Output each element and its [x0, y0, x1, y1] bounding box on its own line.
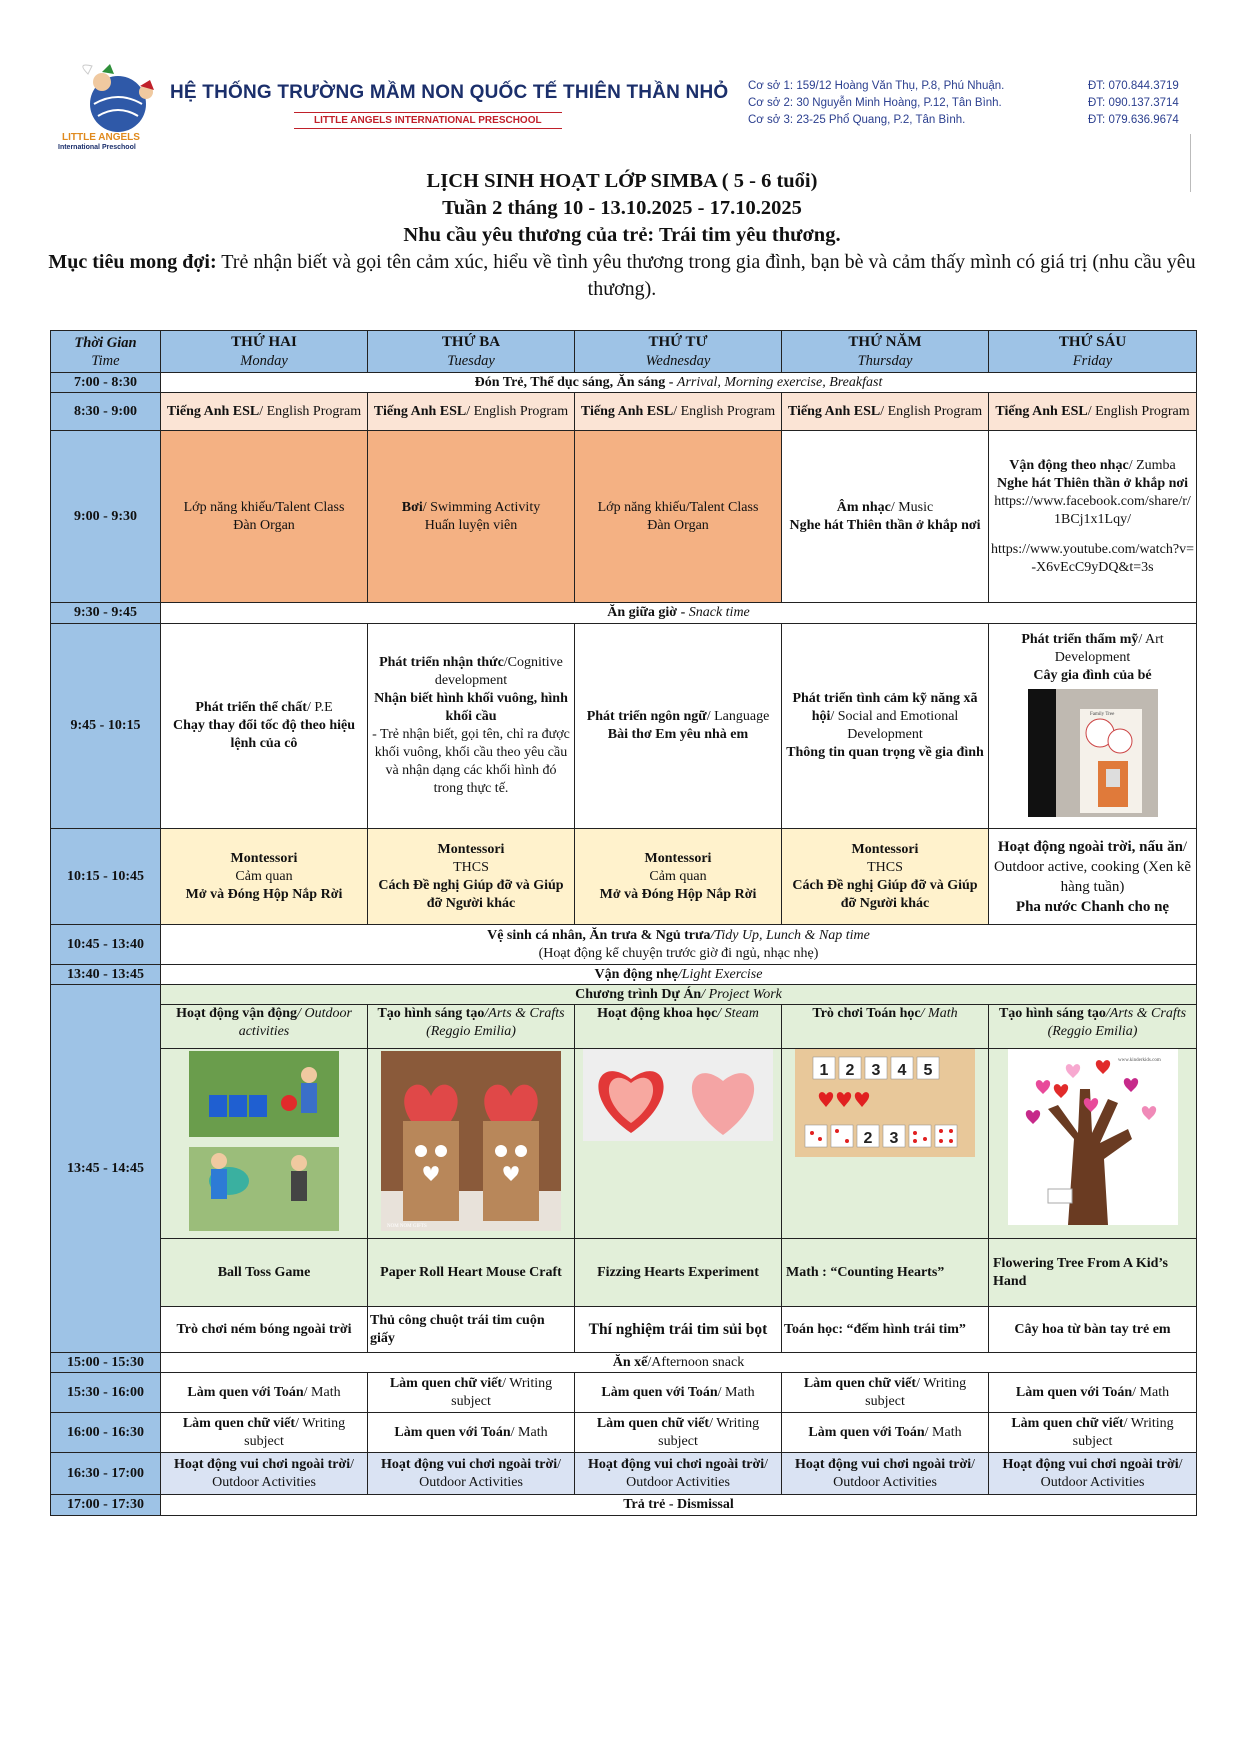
day-header-wed: THỨ TƯ Wednesday: [575, 331, 782, 373]
project-vi-wed: Thí nghiệm trái tim sủi bọt: [575, 1307, 782, 1353]
table-row: [51, 1353, 1197, 1373]
svg-text:Family Tree: Family Tree: [1089, 712, 1114, 717]
table-row: [51, 829, 1197, 925]
math-cell-fri: Làm quen với Toán/ Math: [989, 1373, 1197, 1413]
activity-cell: Vệ sinh cá nhân, Ăn trưa & Ngủ trưa/Tidy Up, Lunch & Nap time (Hoạt động kể chuyện trước giờ đi ngủ, nhạc nhẹ): [161, 925, 1197, 965]
talent-cell-mon: Lớp năng khiếu/Talent Class Đàn Organ: [161, 431, 368, 603]
table-row: [51, 603, 1197, 624]
svg-text:1: 1: [819, 1062, 829, 1079]
flower-tree-photo-cell: [989, 1049, 1197, 1239]
project-title-mon: Hoạt động vận động/ Outdoor activities: [161, 1005, 368, 1049]
project-title-tue: Tạo hình sáng tạo/Arts & Crafts (Reggio Emilia): [368, 1005, 575, 1049]
art-cell-fri: Phát triển thẩm mỹ/ Art Development Cây gia đình của bé Family Tree: [989, 624, 1197, 829]
school-name-en: LITTLE ANGELS INTERNATIONAL PRESCHOOL: [294, 112, 562, 129]
table-row: [51, 1453, 1197, 1495]
montessori-cell-thu: Montessori THCS Cách Đề nghị Giúp đỡ và Giúp đỡ Người khác: [782, 829, 989, 925]
project-title-thu: Trò chơi Toán học/ Math: [782, 1005, 989, 1049]
time-cell: 9:00 - 9:30: [51, 431, 161, 603]
page-title: LỊCH SINH HOẠT LỚP SIMBA ( 5 - 6 tuổi): [426, 170, 818, 192]
writing-cell-wed: Làm quen chữ viết/ Writing subject: [575, 1413, 782, 1453]
campus-list: [748, 78, 1179, 129]
cognitive-cell-tue: Phát triển nhận thức/Cognitive development Nhận biết hình khối vuông, hình khối cầu - Trẻ nhận biết, gọi tên, chỉ ra được khối vuông, khối cầu theo yêu cầu và nhận dạng các khối hình đó trong thực tế.: [368, 624, 575, 829]
flower-tree-photo: [1008, 1049, 1178, 1225]
math-cell-mon: Làm quen với Toán/ Math: [161, 1373, 368, 1413]
fizzing-hearts-photo: [583, 1049, 773, 1141]
activity-cell: Đón Trẻ, Thể dục sáng, Ăn sáng - Arrival, Morning exercise, Breakfast: [161, 373, 1197, 393]
week-range: Tuần 2 tháng 10 - 13.10.2025 - 17.10.2025: [442, 197, 802, 219]
writing-cell-fri: Làm quen chữ viết/ Writing subject: [989, 1413, 1197, 1453]
schedule-table: [50, 330, 1197, 1516]
zumba-cell-fri: Vận động theo nhạc/ Zumba Nghe hát Thiên thần ở khắp nơi https://www.facebook.com/share/r/1BCj1x1Lqy/ https://www.youtube.com/watch?v=-X6vEcC9yDQ&t=3s: [989, 431, 1197, 603]
writing-cell-tue: Làm quen chữ viết/ Writing subject: [368, 1373, 575, 1413]
activity-cell: Ăn giữa giờ - Snack time: [161, 603, 1197, 624]
table-row: [51, 985, 1197, 1005]
table-row: [51, 965, 1197, 985]
math-cell-wed: Làm quen với Toán/ Math: [575, 1373, 782, 1413]
fizzing-hearts-photo-cell: [575, 1049, 782, 1239]
outdoor-cell-tue: Hoạt động vui chơi ngoài trời/ Outdoor Activities: [368, 1453, 575, 1495]
svg-text:5: 5: [923, 1062, 933, 1079]
table-row: [51, 431, 1197, 603]
table-row: [51, 925, 1197, 965]
svg-text:3: 3: [889, 1130, 899, 1147]
table-row: [51, 1373, 1197, 1413]
time-cell: 13:40 - 13:45: [51, 965, 161, 985]
montessori-cell-tue: Montessori THCS Cách Đề nghị Giúp đỡ và Giúp đỡ Người khác: [368, 829, 575, 925]
activity-cell: Ăn xế/Afternoon snack: [161, 1353, 1197, 1373]
project-title-row: [51, 1005, 1197, 1049]
ball-toss-photo: [189, 1051, 339, 1231]
campus-2: Cơ sở 2: 30 Nguyễn Minh Hoàng, P.12, Tân Bình. ĐT: 090.137.3714: [748, 97, 1179, 109]
time-cell: 10:45 - 13:40: [51, 925, 161, 965]
time-cell: 16:00 - 16:30: [51, 1413, 161, 1453]
time-cell: 17:00 - 17:30: [51, 1495, 161, 1516]
social-cell-thu: Phát triển tình cảm kỹ năng xã hội/ Social and Emotional Development Thông tin quan trọng về gia đình: [782, 624, 989, 829]
project-en-mon: Ball Toss Game: [161, 1239, 368, 1307]
time-cell: 9:30 - 9:45: [51, 603, 161, 624]
time-cell: 16:30 - 17:00: [51, 1453, 161, 1495]
project-en-fri: Flowering Tree From A Kid’s Hand: [989, 1239, 1197, 1307]
time-cell: 15:30 - 16:00: [51, 1373, 161, 1413]
ball-toss-photo-cell: [161, 1049, 368, 1239]
time-cell: 9:45 - 10:15: [51, 624, 161, 829]
family-tree-photo: [1028, 689, 1158, 817]
campus-1: Cơ sở 1: 159/12 Hoàng Văn Thụ, P.8, Phú Nhuận. ĐT: 070.844.3719: [748, 80, 1179, 92]
counting-hearts-photo: [795, 1049, 975, 1157]
activity-cell: Trả trẻ - Dismissal: [161, 1495, 1197, 1516]
svg-text:2: 2: [845, 1062, 855, 1079]
activity-cell: Vận động nhẹ/Light Exercise: [161, 965, 1197, 985]
language-cell-wed: Phát triển ngôn ngữ/ Language Bài thơ Em yêu nhà em: [575, 624, 782, 829]
talent-cell-wed: Lớp năng khiếu/Talent Class Đàn Organ: [575, 431, 782, 603]
project-vi-row: [51, 1307, 1197, 1353]
youtube-link[interactable]: https://www.youtube.com/watch?v=-X6vEcC9yDQ&t=3s: [991, 541, 1194, 575]
table-row: [51, 624, 1197, 829]
swim-cell-tue: Bơi/ Swimming Activity Huấn luyện viên: [368, 431, 575, 603]
table-row: [51, 373, 1197, 393]
project-vi-mon: Trò chơi ném bóng ngoài trời: [161, 1307, 368, 1353]
table-row: [51, 1413, 1197, 1453]
time-cell: 8:30 - 9:00: [51, 393, 161, 431]
schedule-titles: [48, 168, 1196, 303]
project-en-thu: Math : “Counting Hearts”: [782, 1239, 989, 1307]
writing-cell-mon: Làm quen chữ viết/ Writing subject: [161, 1413, 368, 1453]
outdoor-cooking-cell-fri: Hoạt động ngoài trời, nấu ăn/ Outdoor active, cooking (Xen kẽ hàng tuần) Pha nước Chanh cho nẹ: [989, 829, 1197, 925]
project-header: Chương trình Dự Án/ Project Work: [161, 985, 1197, 1005]
project-vi-thu: Toán học: “đếm hình trái tim”: [782, 1307, 989, 1353]
pe-cell-mon: Phát triển thể chất/ P.E Chạy thay đổi tốc độ theo hiệu lệnh của cô: [161, 624, 368, 829]
day-header-thu: THỨ NĂM Thursday: [782, 331, 989, 373]
theme-line: Nhu cầu yêu thương của trẻ: Trái tim yêu thương.: [403, 224, 841, 246]
day-header-mon: THỨ HAI Monday: [161, 331, 368, 373]
svg-text:LITTLE ANGELS: LITTLE ANGELS: [62, 132, 140, 143]
day-header-tue: THỨ BA Tuesday: [368, 331, 575, 373]
day-header-fri: THỨ SÁU Friday: [989, 331, 1197, 373]
school-header: [48, 48, 1198, 148]
montessori-cell-wed: Montessori Cảm quan Mở và Đóng Hộp Nắp Rời: [575, 829, 782, 925]
outdoor-cell-thu: Hoạt động vui chơi ngoài trời/ Outdoor Activities: [782, 1453, 989, 1495]
time-cell: 10:15 - 10:45: [51, 829, 161, 925]
time-header: Thời Gian Time: [51, 331, 161, 373]
table-row: [51, 1495, 1197, 1516]
music-cell-thu: Âm nhạc/ Music Nghe hát Thiên thần ở khắp nơi: [782, 431, 989, 603]
svg-text:4: 4: [897, 1062, 907, 1079]
esl-cell-wed: Tiếng Anh ESL/ English Program: [575, 393, 782, 431]
goal-line: Mục tiêu mong đợi: Trẻ nhận biết và gọi tên cảm xúc, hiểu về tình yêu thương trong gia đình, bạn bè và cảm thấy mình có giá trị (nhu cầu yêu thương).: [48, 251, 1196, 300]
math-cell-thu: Làm quen với Toán/ Math: [782, 1413, 989, 1453]
project-title-fri: Tạo hình sáng tạo/Arts & Crafts (Reggio Emilia): [989, 1005, 1197, 1049]
outdoor-cell-mon: Hoạt động vui chơi ngoài trời/ Outdoor Activities: [161, 1453, 368, 1495]
writing-cell-thu: Làm quen chữ viết/ Writing subject: [782, 1373, 989, 1413]
time-cell: 13:45 - 14:45: [51, 985, 161, 1353]
table-row: [51, 393, 1197, 431]
math-cell-tue: Làm quen với Toán/ Math: [368, 1413, 575, 1453]
svg-text:3: 3: [871, 1062, 881, 1079]
esl-cell-mon: Tiếng Anh ESL/ English Program: [161, 393, 368, 431]
school-logo: [58, 60, 208, 150]
project-en-wed: Fizzing Hearts Experiment: [575, 1239, 782, 1307]
svg-text:2: 2: [863, 1130, 873, 1147]
counting-hearts-photo-cell: [782, 1049, 989, 1239]
time-cell: 7:00 - 8:30: [51, 373, 161, 393]
esl-cell-fri: Tiếng Anh ESL/ English Program: [989, 393, 1197, 431]
outdoor-cell-fri: Hoạt động vui chơi ngoài trời/ Outdoor Activities: [989, 1453, 1197, 1495]
project-vi-fri: Cây hoa từ bàn tay trẻ em: [989, 1307, 1197, 1353]
project-vi-tue: Thủ công chuột trái tim cuộn giấy: [368, 1307, 575, 1353]
montessori-cell-mon: Montessori Cảm quan Mở và Đóng Hộp Nắp Rời: [161, 829, 368, 925]
heart-mouse-photo-cell: [368, 1049, 575, 1239]
project-image-row: [51, 1049, 1197, 1239]
svg-text:NOM NOM GIFTS: NOM NOM GIFTS: [387, 1223, 427, 1229]
table-header-row: [51, 331, 1197, 373]
svg-text:www.kinderkids.com: www.kinderkids.com: [1117, 1058, 1161, 1063]
project-en-row: [51, 1239, 1197, 1307]
heart-mouse-photo: [381, 1051, 561, 1231]
project-title-wed: Hoạt động khoa học/ Steam: [575, 1005, 782, 1049]
campus-3: Cơ sở 3: 23-25 Phổ Quang, P.2, Tân Bình. ĐT: 079.636.9674: [748, 114, 1179, 126]
school-name: HỆ THỐNG TRƯỜNG MẦM NON QUỐC TẾ THIÊN THẦN NHỎ: [170, 82, 729, 103]
outdoor-cell-wed: Hoạt động vui chơi ngoài trời/ Outdoor Activities: [575, 1453, 782, 1495]
esl-cell-tue: Tiếng Anh ESL/ English Program: [368, 393, 575, 431]
project-en-tue: Paper Roll Heart Mouse Craft: [368, 1239, 575, 1307]
esl-cell-thu: Tiếng Anh ESL/ English Program: [782, 393, 989, 431]
svg-text:International Preschool: International Preschool: [58, 144, 136, 150]
facebook-link[interactable]: https://www.facebook.com/share/r/1BCj1x1Lqy/: [994, 493, 1191, 527]
time-cell: 15:00 - 15:30: [51, 1353, 161, 1373]
